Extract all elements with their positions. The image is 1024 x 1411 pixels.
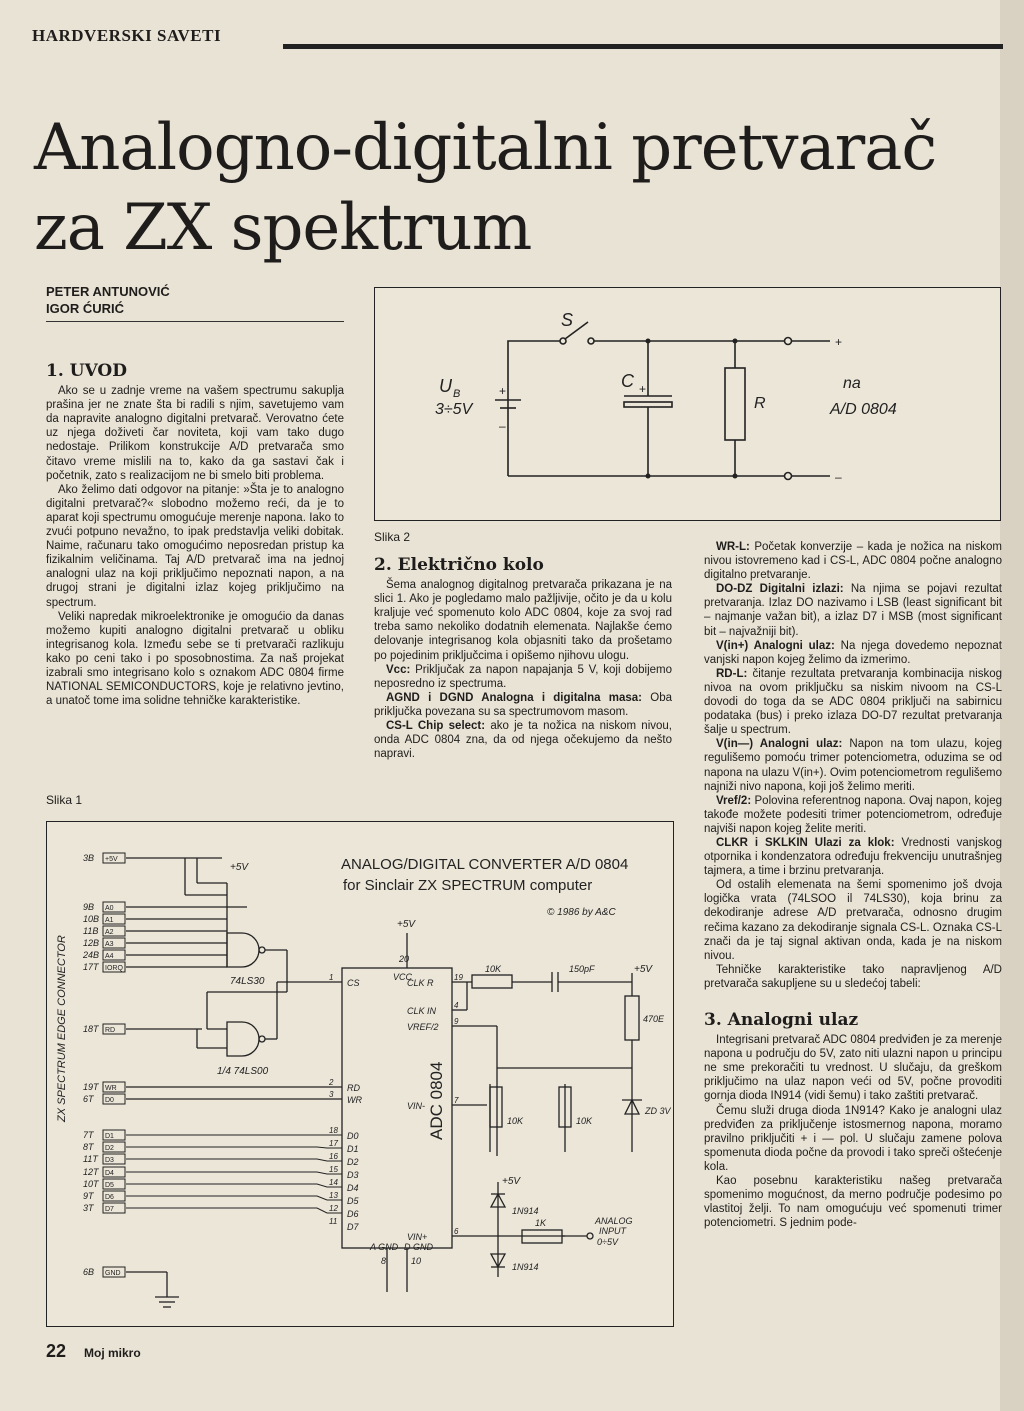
section-heading-2: 2. Električno kolo (374, 555, 544, 575)
paragraph-vref (704, 794, 1002, 836)
agnd-pin: 8 (381, 1256, 387, 1266)
edge-pin-number: 9T (83, 1191, 94, 1201)
output-minus: – (835, 470, 842, 484)
chip-pin-label: CS (347, 978, 360, 988)
edge-pin-number: 9B (83, 902, 95, 912)
pot-2-label: 10K (576, 1116, 593, 1126)
term-cs: CS-L Chip select: (386, 720, 486, 733)
chip-pin-label: D4 (347, 1183, 359, 1193)
figure-2-circuit (374, 287, 1001, 521)
column-3 (704, 540, 1002, 1230)
data-bus-line (126, 1196, 342, 1200)
figure-2-svg (375, 288, 1000, 520)
edge-pin-number: 12T (83, 1167, 99, 1177)
edge-pin-number: 6T (83, 1094, 94, 1104)
author-1: PETER ANTUNOVIĆ (46, 284, 170, 299)
schematic-title-1: ANALOG/DIGITAL CONVERTER A/D 0804 (341, 856, 629, 873)
edge-pin-number: 3B (83, 853, 95, 863)
term-do: DO-DZ Digitalni izlazi: (716, 583, 844, 596)
chip-pin-number: 13 (329, 1191, 338, 1200)
chip-pin-label: D6 (347, 1209, 359, 1219)
chip-pin-number: 17 (329, 1139, 338, 1148)
switch-label: S (561, 310, 574, 330)
chip-pin-label: D2 (347, 1157, 359, 1167)
desc-clk: Vrednosti vanjskog otpornika i kondenzatora određuju frekvenciju unutrašnjeg tajmera, a time i brzinu pretvaranja. (704, 836, 1002, 878)
chip-pin-label: VIN- (407, 1101, 425, 1111)
section-heading-1: 1. UVOD (46, 361, 127, 381)
term-wr: WR-L: (716, 541, 750, 553)
chip-supply-label: +5V (397, 919, 416, 930)
resistor-label: R (754, 395, 766, 412)
resistor-10k-label: 10K (485, 964, 502, 974)
dgnd-pin: 10 (411, 1256, 422, 1266)
chip-pin-number: 6 (454, 1227, 459, 1236)
title-line-1: Analogno-digitalni pretvarač (34, 111, 937, 185)
chip-pin-label: D7 (347, 1222, 359, 1232)
paragraph: Ako želimo dati odgovor na pitanje: »Šta je to analogno digitalni pretvarač?« slobodno možemo reći, da je to aparat koji spectrumu omogućuje merenje napona. Iako to zvući potpuno nevažno, to ipak predstavlja veliki dobitak. Naime, računaru tako omogućimo neposredan pristup ka fizikalnim veličinama. Taj A/D pretvarač ima na jednoj analogni ulaz na koji priključimo nepoznati napon, a na drugoj strani je digitalni izlaz kojeg priključimo na spectrum. (46, 483, 344, 609)
edge-pin-number: 11T (83, 1154, 98, 1164)
data-bus-line (126, 1184, 342, 1187)
chip-pin-label: CLK IN (407, 1006, 437, 1016)
edge-pin-number: 17T (83, 962, 99, 972)
edge-pin-signal: A0 (105, 905, 114, 912)
chip-pin-label: D1 (347, 1144, 359, 1154)
vcc-pin: 20 (399, 954, 410, 964)
page-number: 22 (46, 1341, 67, 1361)
paragraph: Od ostalih elemenata na šemi spomenimo još dvoja logička vrata (74LSOO il 74LS30), koja brinu za dekodiranje adrese A/D pretvarača, odnosno drugim rečima kazano za dekodiranje signala CS-L. Oznaka CS-L znači da je taj signal aktivan onda, kada je na niskom nivou. (704, 879, 1002, 962)
article-title (34, 108, 994, 268)
gate-74ls00-label: 1/4 74LS00 (217, 1066, 269, 1077)
paragraph: Kao posebnu karakteristiku našeg pretvarača spomenimo mogućnost, da merno područje podesimo po vlastitoj želji. To nam omogućuju već spomenuti trimer potenciometri. S jednim pode- (704, 1175, 1002, 1230)
section-tag: HARDVERSKI SAVETI (32, 26, 222, 45)
chip-pin-number: 14 (329, 1178, 338, 1187)
data-bus-line (126, 1208, 342, 1213)
column-2 (374, 555, 672, 761)
edge-pin-signal: A3 (105, 941, 114, 948)
analog-input-label-2: INPUT (599, 1226, 626, 1236)
desc-cs: ako je ta nožica na niskom nivou, onda ADC 0804 zna, da od njega očekujemo da nešto napravi. (374, 720, 672, 761)
paragraph-vinp (704, 639, 1002, 667)
chip-pin-label: VREF/2 (407, 1022, 439, 1032)
magazine-name: Moj mikro (84, 1346, 141, 1360)
edge-pin-signal: +5V (105, 856, 118, 863)
chip-pin-label: D0 (347, 1131, 359, 1141)
chip-pin-number: 3 (329, 1090, 334, 1099)
chip-pin-number: 1 (329, 973, 334, 982)
output-plus: + (835, 335, 843, 349)
desc-vinm: Napon na tom ulazu, kojeg regulišemo pomoću trimer potenciometra, oduzima se od napona na ulazu V(in+). Ovim potenciometrom regulišemo najniži nivo napona, koji još želimo meriti. (704, 738, 1002, 793)
chip-pin-number: 12 (329, 1204, 338, 1213)
chip-pin-number: 2 (329, 1078, 334, 1087)
na-label: na (843, 375, 861, 392)
term-vref: Vref/2: (716, 794, 752, 807)
paragraph: Čemu služi druga dioda 1N914? Kako je analogni ulaz predviđen za priključenje istosmernog napona, moramo pravilno priključiti + i — pol. U slučaju zamene polova spomenuta dioda počne da provodi i tako spreči oštećenje kola. (704, 1104, 1002, 1173)
ub-range-label: 3÷5V (435, 401, 473, 418)
chip-pin-label: D5 (347, 1196, 359, 1206)
schematic-title-2: for Sinclair ZX SPECTRUM computer (343, 877, 593, 894)
desc-vcc: Priključak za napon napajanja 5 V, koji dobijemo neposredno iz spectruma. (374, 663, 672, 690)
paragraph-vcc (374, 663, 672, 691)
edge-pin-signal: D6 (105, 1194, 114, 1201)
zener-label: ZD 3V (645, 1106, 671, 1116)
resistor-1k-label: 1K (535, 1218, 547, 1228)
analog-input-label-3: 0÷5V (597, 1237, 618, 1247)
desc-do: Na njima se pojavi rezultat pretvaranja. Izlaz DO nazivamo i LSB (least significant bit – najmanje važan bit), a izlaz D7 i MSB (most significant bit – najvažniji bit). (704, 583, 1002, 638)
chip-pin-label: WR (347, 1095, 362, 1105)
edge-pin-number: 7T (83, 1130, 94, 1140)
edge-pin-signal: IORQ (105, 965, 123, 972)
authors (46, 283, 170, 317)
edge-pin-signal: A4 (105, 953, 114, 960)
edge-pin-signal: D0 (105, 1097, 114, 1104)
author-2: IGOR ĆURIĆ (46, 301, 124, 316)
authors-rule (46, 321, 344, 322)
paragraph-vinm (704, 737, 1002, 793)
paragraph: Ako se u zadnje vreme na vašem spectrumu sakuplja prašina jer ne znate šta bi radili s njim, savetujemo vam da napravite analogno digitalni pretvarač. Verovatno ćete uz njega doživeti čar noviteta, koji vam tako dugo nedostaje. Prilikom konstrukcije A/D pretvarača smo čitavo vreme mislili na to, kako da ga sastavi čak i početnik, zato s realizacijom ne bi smelo biti problema. (46, 385, 344, 482)
edge-pin-number: 12B (83, 938, 100, 948)
chip-pin-label: VIN+ (407, 1232, 428, 1242)
paragraph: Veliki napredak mikroelektronike je omogućio da danas možemo kupiti analogno digitalni pretvarač u obliku integrisanog kola. Između sebe se ti pretvarači razlikuju kako po ceni tako i po sposobnostima. Za naš projekat izabrali smo integrisano kolo s oznakom ADC 0804 firme NATIONAL SEMICONDUCTORS, koje je relativno jevtino, a unatoč tome ima solidne tehničke karakteristike. (46, 610, 344, 708)
agnd-label: A GND (370, 1242, 399, 1252)
data-bus-line (126, 1147, 342, 1148)
diode-1-label: 1N914 (512, 1206, 539, 1216)
term-clk: CLKR i SKLKIN Ulazi za klok: (716, 836, 895, 849)
figure-1-schematic (46, 821, 674, 1327)
edge-pin-number: 11B (83, 926, 99, 936)
paragraph-wr (704, 540, 1002, 582)
edge-pin-signal: D1 (105, 1133, 114, 1140)
edge-pin-signal: GND (105, 1270, 121, 1277)
resistor-470e-label: 470E (643, 1014, 665, 1024)
data-bus-line (126, 1159, 342, 1161)
chip-pin-number: 7 (454, 1096, 459, 1105)
term-rd: RD-L: (716, 667, 748, 680)
chip-pin-label: CLK R (407, 978, 434, 988)
paragraph: Integrisani pretvarač ADC 0804 predviđen je za merenje napona u području do 5V, zato niti ulazni napon u principu ne sme prekoračiti tu vrednost. U slučaju, da greškom priključimo na ulaz napon veći od 5V, počne provoditi gornja dioda IN914 (vidi šemu) i tako zaštiti pretvarač. (704, 1034, 1002, 1103)
edge-pin-signal: WR (105, 1085, 117, 1092)
edge-pin-number: 18T (83, 1024, 99, 1034)
data-bus-line (126, 1172, 342, 1174)
page-edge (1000, 0, 1024, 1411)
desc-vref: Polovina referentnog napona. Ovaj napon, kojeg takođe možete podesiti trimer potenciometrom, određuje najviši napon kojeg želite meriti. (704, 794, 1002, 835)
term-vcc: Vcc: (386, 663, 411, 676)
chip-pin-label: RD (347, 1083, 360, 1093)
connector-label: ZX SPECTRUM EDGE CONNECTOR (56, 935, 68, 1122)
chip-pin-number: 4 (454, 1001, 459, 1010)
edge-pin-number: 6B (83, 1267, 95, 1277)
capacitor-plus: + (639, 382, 647, 396)
chip-pin-number: 15 (329, 1165, 338, 1174)
paragraph: Šema analognog digitalnog pretvarača prikazana je na slici 1. Ako je pogledamo malo pažljivije, očito je da u kolu kraljuje već spomenuto kolo ADC 0804, koje za svoj rad treba samo nekoliko dodatnih elemenata. Najlakše ćemo delovanje integrisanog kola objasniti tako da prošetamo po pojedinim priključcima i opišemo njihovu ulogu. (374, 579, 672, 662)
edge-pin-signal: D4 (105, 1170, 114, 1177)
analog-input-label-1: ANALOG (595, 1216, 633, 1226)
term-vinp: V(in+) Analogni ulaz: (716, 639, 835, 652)
edge-pin-number: 19T (83, 1082, 99, 1092)
section-heading-3: 3. Analogni ulaz (704, 1010, 859, 1030)
adc-label: A/D 0804 (830, 401, 897, 418)
chip-pin-number: 18 (329, 1126, 338, 1135)
column-1 (46, 361, 344, 708)
desc-agnd: Oba priključka povezana su sa spectrumovom masom. (374, 691, 672, 718)
section-rule (283, 44, 1003, 49)
chip-pin-label: D3 (347, 1170, 359, 1180)
vcc-label: VCC (393, 972, 413, 982)
term-vinm: V(in—) Analogni ulaz: (716, 738, 843, 751)
edge-pin-signal: RD (105, 1027, 116, 1034)
edge-pin-number: 10T (83, 1179, 99, 1189)
chip-pin-number: 9 (454, 1017, 459, 1026)
paragraph: Tehničke karakteristike tako napravljenog A/D pretvarača sakupljene su u sledećoj tabeli: (704, 963, 1002, 990)
term-agnd: AGND i DGND Analogna i digitalna masa: (386, 691, 643, 704)
diode-2-label: 1N914 (512, 1262, 539, 1272)
ub-label: U (439, 376, 452, 396)
gate-supply-label: +5V (230, 862, 249, 873)
title-line-2: za ZX spektrum (34, 191, 532, 265)
dgnd-label: D GND (404, 1242, 433, 1252)
desc-rd: čitanje rezultata pretvaranja kombinacija niskog nivoa na ovom priključku sa niskim nivoom na CS-L dovodi do toga da se ADC 0804 priključi na sabirnicu podataka (bus) i preko izlaza DO-D7 rezultat pretvaranja šalje u spectrum. (704, 667, 1002, 737)
caption-slika-2: Slika 2 (374, 530, 411, 544)
figure-1-svg (47, 822, 673, 1326)
edge-pin-number: 3T (83, 1203, 94, 1213)
pot-1-label: 10K (507, 1116, 524, 1126)
edge-pin-signal: D3 (105, 1157, 114, 1164)
paragraph-clk (704, 836, 1002, 878)
desc-vinp: Na njega dovedemo nepoznat vanjski napon kojeg želimo da izmerimo. (704, 639, 1002, 666)
battery-plus: + (499, 384, 507, 398)
chip-pin-number: 11 (329, 1217, 338, 1226)
paragraph-rd (704, 667, 1002, 737)
diode-supply-label: +5V (502, 1176, 521, 1187)
battery-minus: – (499, 419, 506, 433)
ub-sub-label: B (453, 388, 461, 400)
edge-pin-signal: A2 (105, 929, 114, 936)
chip-name: ADC 0804 (427, 1061, 446, 1140)
paragraph-do (704, 582, 1002, 638)
chip-pin-number: 16 (329, 1152, 338, 1161)
ref-supply-label: +5V (634, 964, 653, 975)
caption-slika-1: Slika 1 (46, 793, 83, 807)
edge-pin-signal: D5 (105, 1182, 114, 1189)
gate-74ls30-label: 74LS30 (230, 976, 265, 987)
schematic-copyright: © 1986 by A&C (547, 907, 616, 918)
edge-pin-number: 8T (83, 1142, 94, 1152)
edge-pin-number: 10B (83, 914, 100, 924)
chip-pin-number: 19 (454, 973, 463, 982)
paragraph-cs (374, 719, 672, 761)
capacitor-label: C (621, 371, 634, 391)
paragraph-agnd (374, 691, 672, 719)
edge-pin-signal: D2 (105, 1145, 114, 1152)
edge-pin-signal: A1 (105, 917, 114, 924)
edge-pin-signal: D7 (105, 1206, 114, 1213)
desc-wr: Početak konverzije – kada je nožica na niskom nivou istovremeno kad i CS-L, ADC 0804 počne analogno digitalno pretvaranje. (704, 541, 1002, 582)
edge-pin-number: 24B (83, 950, 100, 960)
capacitor-150pf-label: 150pF (569, 964, 595, 974)
